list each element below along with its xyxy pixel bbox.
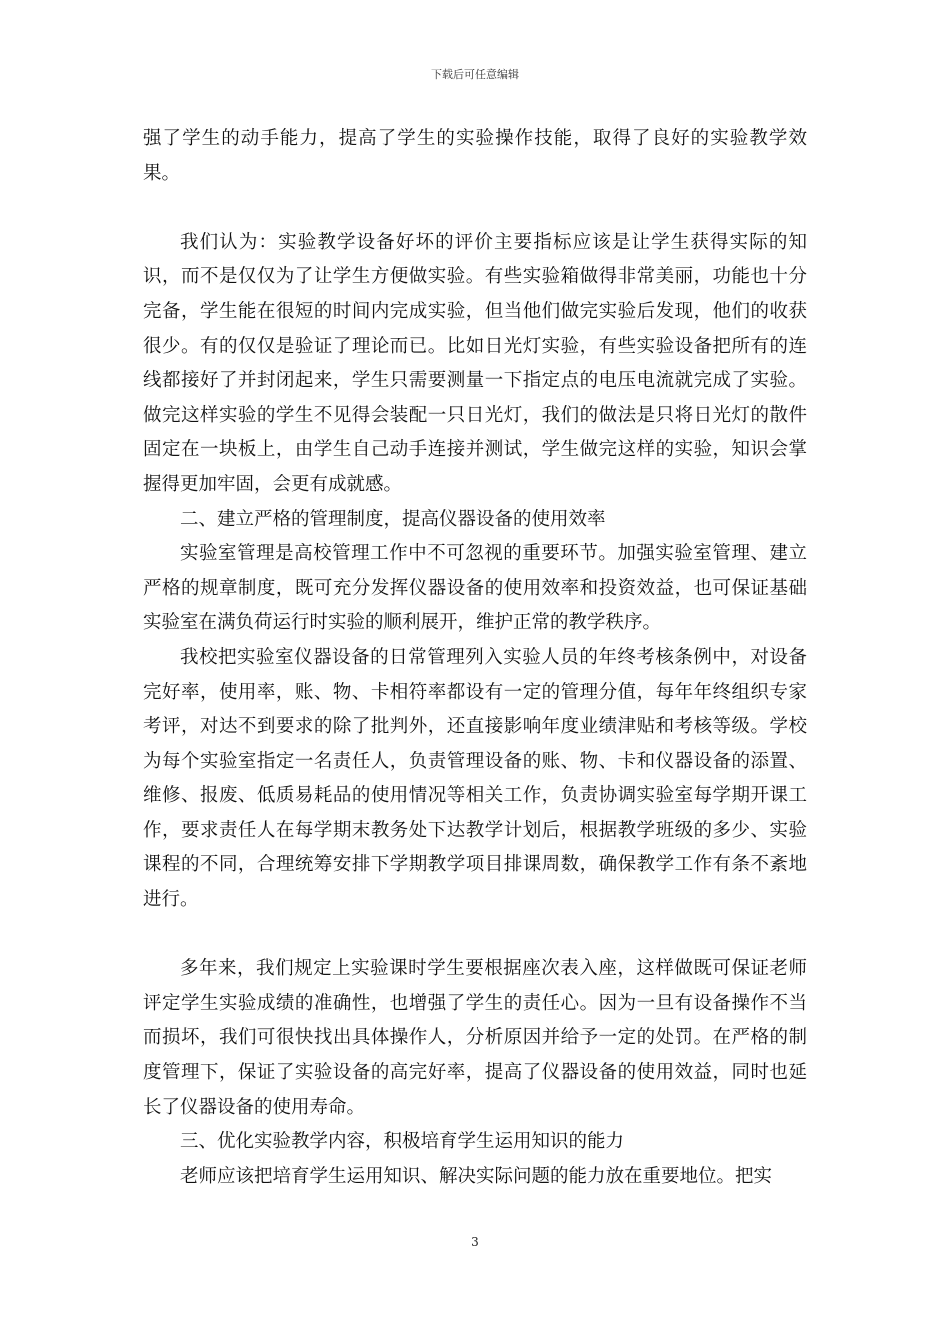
paragraph-equipment-assessment: 我校把实验室仪器设备的日常管理列入实验人员的年终考核条例中，对设备完好率，使用率，账、物、卡相符率都设有一定的管理分值，每年年终组织专家考评，对达不到要求的除了批判外，还直接影响年度业绩津贴和考核等级。学校为每个实验室指定一名责任人，负责管理设备的账、物、卡和仪器设备的添置、维修、报废、低质易耗品的使用情况等相关工作，负责协调实验室每学期开课工作，要求责任人在每学期末教务处下达教学计划后，根据教学班级的多少、实验课程的不同，合理统筹安排下学期教学项目排课周数，确保教学工作有条不紊地进行。 [143, 646, 807, 911]
section-heading-3: 三、优化实验教学内容，积极培育学生运用知识的能力 [180, 1131, 625, 1153]
document-body [143, 122, 807, 1194]
paragraph-continuation: 强了学生的动手能力，提高了学生的实验操作技能，取得了良好的实验教学效果。 [143, 128, 807, 184]
page-number: 3 [471, 1235, 479, 1249]
page-header: 下载后可任意编辑 [431, 68, 519, 81]
paragraph-evaluation: 我们认为：实验教学设备好坏的评价主要指标应该是让学生获得实际的知识，而不是仅仅为了让学生方便做实验。有些实验箱做得非常美丽，功能也十分完备，学生能在很短的时间内完成实验，但当他们做完实验后发现，他们的收获很少。有的仅仅是验证了理论而已。比如日光灯实验，有些实验设备把所有的连线都接好了并封闭起来，学生只需要测量一下指定点的电压电流就完成了实验。做完这样实验的学生不见得会装配一只日光灯，我们的做法是只将日光灯的散件固定在一块板上，由学生自己动手连接并测试，学生做完这样的实验，知识会掌握得更加牢固，会更有成就感。 [143, 231, 807, 495]
paragraph-teaching-content: 老师应该把培育学生运用知识、解决实际问题的能力放在重要地位。把实 [180, 1165, 773, 1187]
paragraph-seating-rules: 多年来，我们规定上实验课时学生要根据座次表入座，这样做既可保证老师评定学生实验成绩的准确性，也增强了学生的责任心。因为一旦有设备操作不当而损坏，我们可很快找出具体操作人，分析原因并给予一定的处罚。在严格的制度管理下，保证了实验设备的高完好率，提高了仪器设备的使用效益，同时也延长了仪器设备的使用寿命。 [143, 958, 807, 1118]
paragraph-lab-management: 实验室管理是高校管理工作中不可忽视的重要环节。加强实验室管理、建立严格的规章制度，既可充分发挥仪器设备的使用效率和投资效益，也可保证基础实验室在满负荷运行时实验的顺利展开，维护正常的教学秩序。 [143, 543, 807, 634]
section-heading-2: 二、建立严格的管理制度，提高仪器设备的使用效率 [180, 508, 606, 530]
